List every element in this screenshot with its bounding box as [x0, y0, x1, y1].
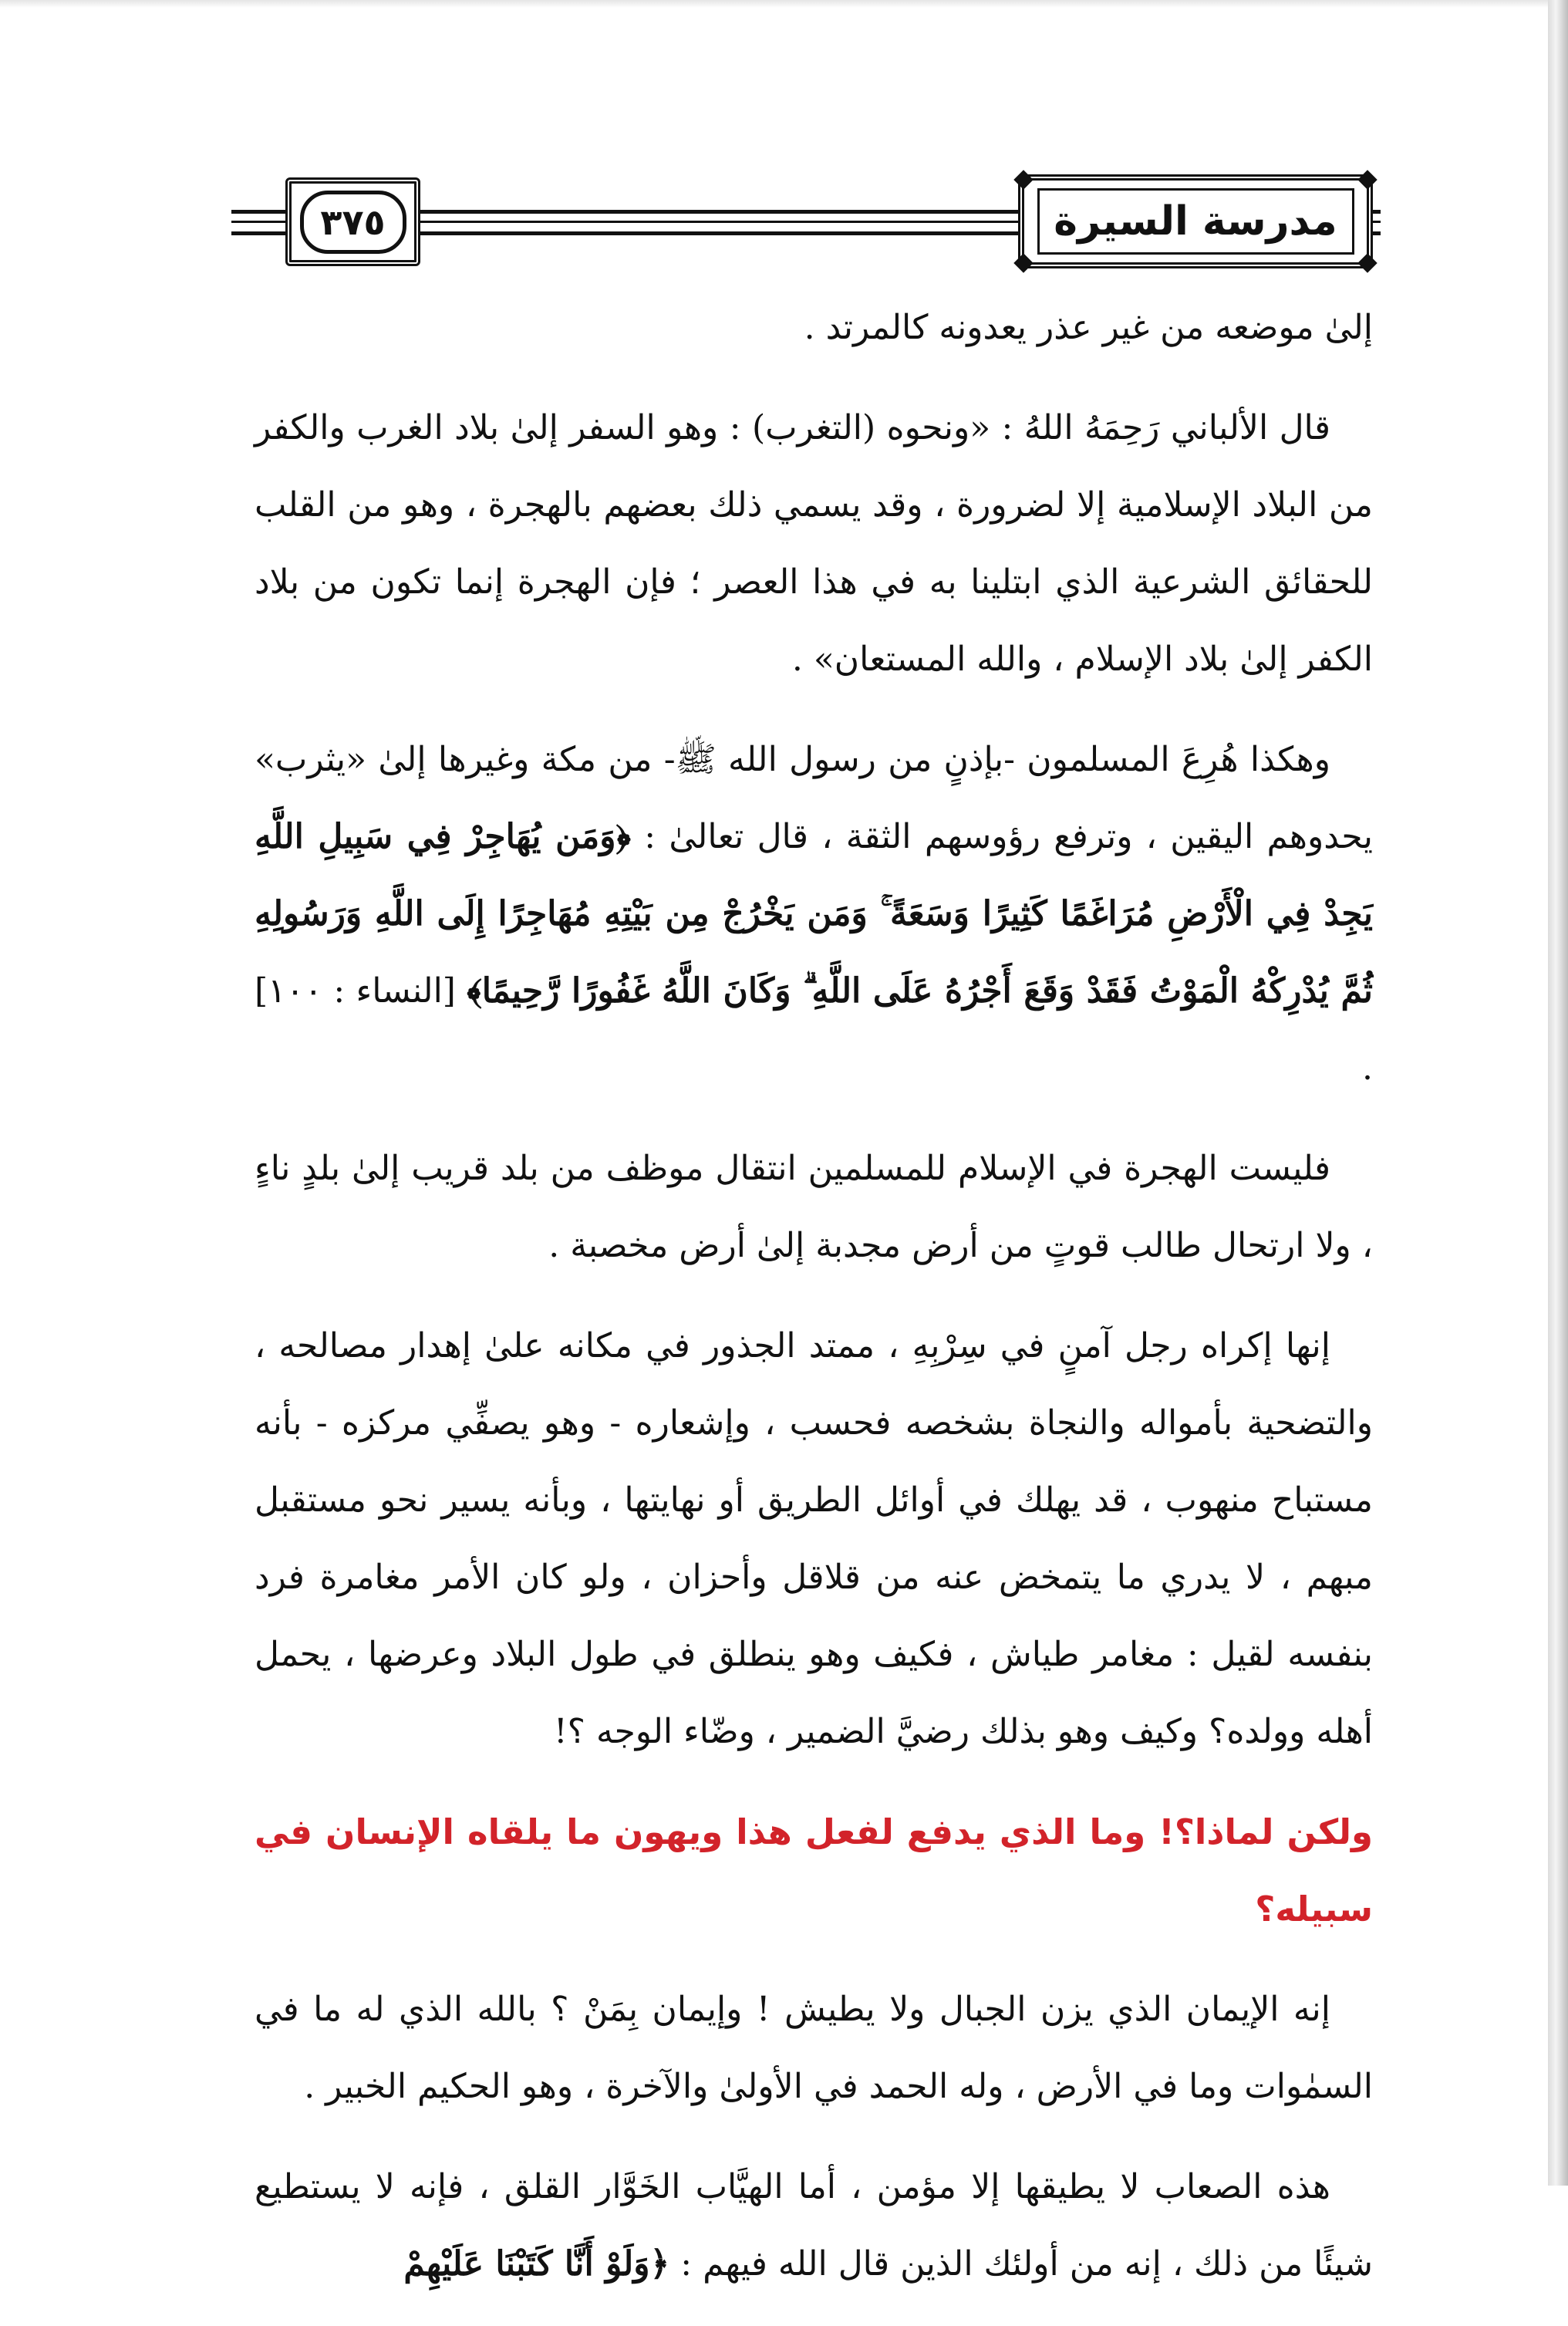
quran-verse: ﴿وَمَن يُهَاجِرْ فِي سَبِيلِ اللَّهِ يَجِدْ فِي الْأَرْضِ مُرَاغَمًا كَثِيرًا وَسَعَةً ۚ وَمَن يَخْرُجْ مِن بَيْتِهِ مُهَاجِرًا إِلَى اللَّهِ وَرَسُولِهِ ثُمَّ يُدْرِكْهُ الْمَوْتُ فَقَدْ وَقَعَ أَجْرُهُ عَلَى اللَّهِ ۗ وَكَانَ اللَّهُ غَفُورًا رَّحِيمًا﴾ — [255, 817, 1373, 1011]
paragraph: إنها إكراه رجل آمنٍ في سِرْبِهِ ، ممتد الجذور في مكانه علىٰ إهدار مصالحه ، والتضحية بأمواله والنجاة بشخصه فحسب ، وإشعاره - وهو يصفِّي مركزه - بأنه مستباح منهوب ، قد يهلك في أوائل الطريق أو نهايتها ، وبأنه يسير نحو مستقبل مبهم ، لا يدري ما يتمخض عنه من قلاقل وأحزان ، ولو كان الأمر مغامرة فرد بنفسه لقيل : مغامر طياش ، فكيف وهو ينطلق في طول البلاد وعرضها ، يحمل أهله وولده؟ وكيف وهو بذلك رضيَّ الضمير ، وضّاء الوجه ؟! — [255, 1326, 1373, 1751]
paragraph — [255, 2149, 1373, 2303]
page-top-edge — [0, 0, 1568, 8]
ornament-icon — [1357, 253, 1377, 272]
page-body — [255, 289, 1373, 2326]
page-number: ٣٧٥ — [300, 191, 406, 254]
paragraph-text: وهكذا هُرِعَ المسلمون -بإذنٍ من رسول الله ﷺ- من مكة وغيرها إلىٰ «يثرب» يحدوهم اليقين ، وترفع رؤوسهم الثقة ، قال تعالىٰ : — [255, 740, 1373, 856]
paragraph: إلىٰ موضعه من غير عذر يعدونه كالمرتد . — [804, 308, 1373, 347]
section-heading: ولكن لماذا؟! وما الذي يدفع لفعل هذا ويهون ما يلقاه الإنسان في سبيله؟ — [255, 1811, 1373, 1929]
page-header — [231, 170, 1381, 278]
ornament-icon — [1013, 170, 1033, 189]
page-number-frame — [285, 177, 420, 266]
paragraph: إنه الإيمان الذي يزن الجبال ولا يطيش ! وإيمان بِمَنْ ؟ بالله الذي له ما في السمٰوات وما في الأرض ، وله الحمد في الأولىٰ والآخرة ، وهو الحكيم الخبير . — [255, 1990, 1373, 2106]
verse-reference: [النساء : ١٠٠] . — [255, 971, 1373, 1088]
page-right-edge — [1548, 0, 1568, 2186]
paragraph: فليست الهجرة في الإسلام للمسلمين انتقال موظف من بلد قريب إلىٰ بلدٍ ناءٍ ، ولا ارتحال طالب قوتٍ من أرض مجدبة إلىٰ أرض مخصبة . — [255, 1149, 1373, 1265]
paragraph — [255, 721, 1373, 1107]
book-title: مدرسة السيرة — [1037, 188, 1354, 255]
paragraph-text: هذه الصعاب لا يطيقها إلا مؤمن ، أما الهيَّاب الخَوَّار القلق ، فإنه لا يستطيع شيئًا من ذلك ، إنه من أولئك الذين قال الله فيهم : — [255, 2167, 1373, 2284]
quran-verse: ﴿وَلَوْ أَنَّا كَتَبْنَا عَلَيْهِمْ — [403, 2244, 670, 2284]
ornament-icon — [1357, 170, 1377, 189]
ornament-icon — [1013, 253, 1033, 272]
paragraph: قال الألباني رَحِمَهُ اللهُ : «ونحوه (التغرب) : وهو السفر إلىٰ بلاد الغرب والكفر من البلاد الإسلامية إلا لضرورة ، وقد يسمي ذلك بعضهم بالهجرة ، وهو من القلب للحقائق الشرعية الذي ابتلينا به في هذا العصر ؛ فإن الهجرة إنما تكون من بلاد الكفر إلىٰ بلاد الإسلام ، والله المستعان» . — [255, 408, 1373, 679]
book-title-frame — [1018, 174, 1373, 268]
